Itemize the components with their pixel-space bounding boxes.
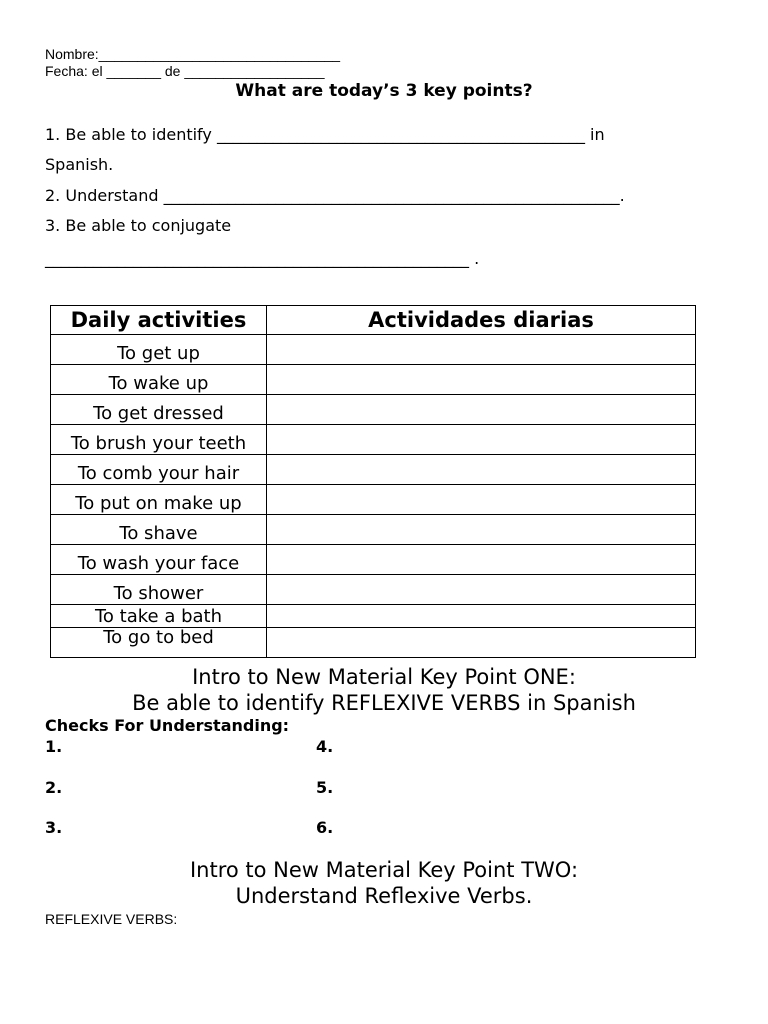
key-point-1-line-1: 1. Be able to identify ______________________________________________ in [45, 125, 605, 144]
table-row [51, 545, 696, 575]
answer-cell [267, 485, 696, 515]
answer-cell [267, 575, 696, 605]
answer-cell [267, 515, 696, 545]
check-item-1: 1. [45, 737, 63, 756]
fecha-field: Fecha: el _______ de __________________ [45, 63, 325, 79]
key-point-3-line-1: 3. Be able to conjugate [45, 216, 232, 235]
table-row [51, 425, 696, 455]
table-header-row [51, 306, 696, 335]
table-row [51, 515, 696, 545]
activity-cell: To shower [51, 575, 267, 605]
answer-cell [267, 545, 696, 575]
answer-cell [267, 395, 696, 425]
activity-cell: To shave [51, 515, 267, 545]
table-row [51, 365, 696, 395]
table-row [51, 485, 696, 515]
activity-cell: To wash your face [51, 545, 267, 575]
check-item-6: 6. [316, 818, 334, 837]
nombre-field: Nombre:_______________________________ [45, 46, 341, 62]
answer-cell [267, 335, 696, 365]
check-item-5: 5. [316, 778, 334, 797]
check-item-3: 3. [45, 818, 63, 837]
activity-cell: To wake up [51, 365, 267, 395]
key-point-1-line-2: Spanish. [45, 155, 114, 174]
key-point-3-line-2: _____________________________________________________ . [45, 249, 480, 268]
answer-cell [267, 365, 696, 395]
check-item-4: 4. [316, 737, 334, 756]
checks-for-understanding-title: Checks For Understanding: [45, 716, 290, 735]
table-row [51, 628, 696, 658]
table-row [51, 575, 696, 605]
intro-key-point-two-heading: Intro to New Material Key Point TWO: [189, 858, 579, 882]
intro-key-point-two-subheading: Understand Reflexive Verbs. [235, 884, 533, 908]
column-header-daily-activities: Daily activities [51, 306, 267, 335]
activity-cell: To take a bath [51, 605, 267, 628]
check-item-2: 2. [45, 778, 63, 797]
table-row [51, 605, 696, 628]
activity-cell: To go to bed [51, 628, 267, 658]
intro-key-point-one-heading: Intro to New Material Key Point ONE: [192, 665, 576, 689]
daily-activities-table [50, 305, 696, 658]
answer-cell [267, 425, 696, 455]
answer-cell [267, 455, 696, 485]
activity-cell: To get dressed [51, 395, 267, 425]
activity-cell: To put on make up [51, 485, 267, 515]
activity-cell: To comb your hair [51, 455, 267, 485]
key-point-2: 2. Understand _________________________________________________________. [45, 186, 625, 205]
page-title: What are today’s 3 key points? [235, 81, 533, 101]
answer-cell [267, 628, 696, 658]
intro-key-point-one-subheading: Be able to identify REFLEXIVE VERBS in Spanish [132, 691, 636, 715]
activity-cell: To get up [51, 335, 267, 365]
table-row [51, 335, 696, 365]
reflexive-verbs-label: REFLEXIVE VERBS: [45, 911, 178, 927]
table-row [51, 455, 696, 485]
answer-cell [267, 605, 696, 628]
column-header-actividades-diarias: Actividades diarias [267, 306, 696, 335]
table-row [51, 395, 696, 425]
activity-cell: To brush your teeth [51, 425, 267, 455]
